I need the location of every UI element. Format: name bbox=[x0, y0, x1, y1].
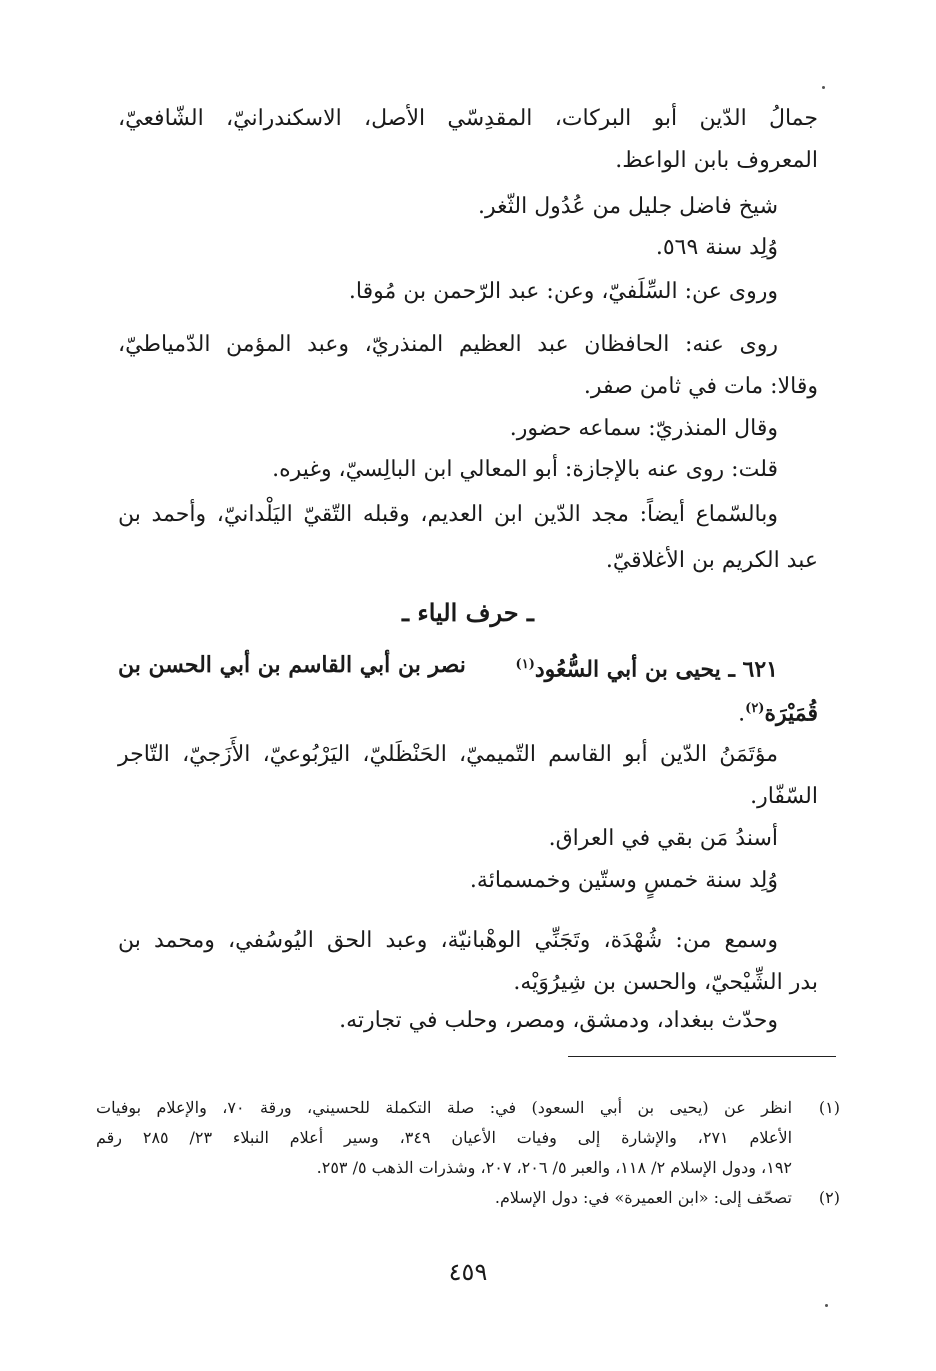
scan-speck bbox=[825, 1304, 828, 1307]
footnote-ref-1: (١) bbox=[515, 657, 535, 672]
text-line-8: وقال المنذريّ: سماعه حضور. bbox=[509, 416, 778, 441]
text-line-11: عبد الكريم بن الأغلاقيّ. bbox=[605, 548, 818, 573]
body-line-4: وُلِد سنة خمسٍ وستّين وخمسمائة. bbox=[469, 868, 778, 893]
entry-title-line-2 bbox=[118, 694, 818, 729]
footnote-2-line-1 bbox=[96, 1186, 840, 1210]
text-line-2: المعروف بابن الواعظ. bbox=[615, 148, 818, 173]
footnote-1-text-1: انظر عن (يحيى بن أبي السعود) في: صلة التكملة للحسيني، ورقة ٧٠، والإعلام بوفيات bbox=[96, 1098, 793, 1117]
body-line-2: السّفّار. bbox=[750, 784, 818, 809]
text-line-4: وُلِد سنة ٥٦٩. bbox=[655, 235, 778, 260]
footnote-1-line-2 bbox=[96, 1126, 840, 1150]
footnote-1-line-1 bbox=[96, 1096, 840, 1120]
body-line-1: مؤتَمَنُ الدّين أبو القاسم التّميميّ، الحَنْظَليّ، اليَرْبُوعيّ، الأَزَجيّ، التّاجر bbox=[118, 742, 778, 767]
footnote-separator bbox=[568, 1056, 836, 1057]
text-line-6: روى عنه: الحافظان عبد العظيم المنذريّ، وعبد المؤمن الدّمياطيّ، bbox=[118, 332, 778, 357]
body-line-6: بدر الشِّيْحيّ، والحسن بن شِيرُوَيْه. bbox=[513, 970, 818, 995]
body-line-5: وسمع من: شُهْدَة، وتَجَنِّي الوهْبانيّة، وعبد الحق اليُوسُفي، ومحمد بن bbox=[118, 928, 778, 953]
footnote-1-line-3 bbox=[96, 1156, 840, 1180]
entry-number-name: ٦٢١ ـ يحيى بن أبي السُّعُود bbox=[534, 656, 778, 683]
footnote-1-number: (١) bbox=[818, 1098, 840, 1117]
entry-name-end: قُمَيْرَة bbox=[764, 700, 818, 727]
entry-name-end-punct: . bbox=[738, 701, 746, 727]
page-number: ٤٥٩ bbox=[448, 1258, 488, 1286]
text-line-10: وبالسّماع أيضاً: مجد الدّين ابن العديم، وقبله التّقيّ اليَلْدانيّ، وأحمد بن bbox=[118, 502, 778, 527]
section-heading: ـ حرف الياء ـ bbox=[402, 598, 534, 627]
entry-name-rest: نصر بن أبي القاسم بن أبي الحسن بن bbox=[118, 652, 466, 678]
footnote-1-text-3: ١٩٢، ودول الإسلام ٢/ ١١٨، والعبر ٥/ ٢٠٦، ٢٠٧، وشذرات الذهب ٥/ ٢٥٣. bbox=[316, 1158, 792, 1177]
scan-speck bbox=[822, 86, 825, 89]
text-line-9: قلت: روى عنه بالإجازة: أبو المعالي ابن البالِسيّ، وغيره. bbox=[272, 457, 778, 482]
text-line-7: وقالا: مات في ثامن صفر. bbox=[583, 374, 818, 399]
body-line-3: أسندُ مَن بقي في العراق. bbox=[548, 826, 778, 851]
body-line-7: وحدّث ببغداد، ودمشق، ومصر، وحلب في تجارته. bbox=[339, 1008, 778, 1033]
footnote-1-text-2: الأعلام ٢٧١، والإشارة إلى وفيات الأعيان ٣٤٩، وسير أعلام النبلاء ٢٣/ ٢٨٥ رقم bbox=[96, 1128, 793, 1147]
footnote-2-text-1: تصحّف إلى: «ابن العميرة» في: دول الإسلام. bbox=[494, 1188, 792, 1207]
footnote-2-number: (٢) bbox=[818, 1188, 840, 1207]
text-line-5: وروى عن: السِّلَفيّ، وعن: عبد الرّحمن بن مُوقا. bbox=[348, 279, 778, 304]
entry-title-line-1 bbox=[118, 650, 778, 684]
text-line-3: شيخ فاضل جليل من عُدُول الثّغر. bbox=[478, 194, 778, 219]
text-line-1: جمالُ الدّين أبو البركات، المقدِسّي الأصل، الاسكندرانيّ، الشّافعيّ، bbox=[118, 106, 818, 131]
footnote-ref-2: (٢) bbox=[745, 701, 765, 716]
